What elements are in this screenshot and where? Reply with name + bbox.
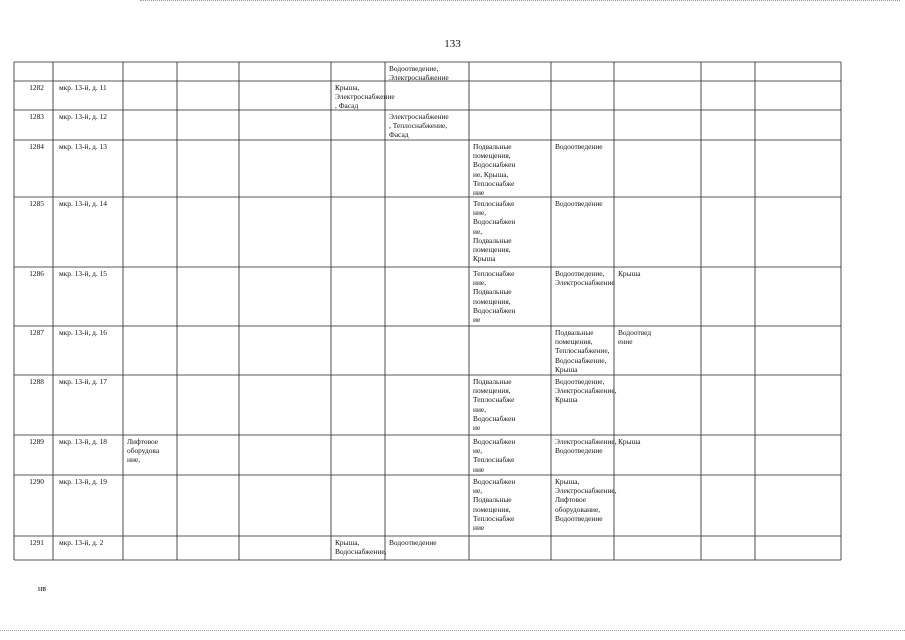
work-cell: Водоснабжен ие, Теплоснабже ние xyxy=(473,437,516,474)
address-cell: мкр. 13-й, д. 18 xyxy=(59,437,108,446)
address-cell: мкр. 13-й, д. 2 xyxy=(59,538,104,547)
work-cell: Водоснабжен ие, Подвальные помещения, Теплоснабже ние xyxy=(473,477,516,533)
work-cell: Водоотведение, Электроснабжение xyxy=(555,269,615,288)
work-cell: Подвальные помещения, Теплоснабжение, Водоснабжение, Крыша xyxy=(555,328,610,374)
work-cell: Подвальные помещения, Водоснабжен ие, Крыша, Теплоснабже ние xyxy=(473,142,516,198)
address-cell: мкр. 13-й, д. 12 xyxy=(59,112,108,121)
work-cell: Водоотведение, Электроснабжение xyxy=(389,64,449,83)
address-cell: мкр. 13-й, д. 13 xyxy=(59,142,108,151)
work-cell: Крыша, Электроснабжение , Фасад xyxy=(335,83,395,111)
work-cell: Крыша xyxy=(618,269,641,278)
row-number: 1291 xyxy=(29,538,44,547)
row-number: 1286 xyxy=(29,269,44,278)
work-cell: Теплоснабже ние, Подвальные помещения, Водоснабжен ие xyxy=(473,269,516,325)
work-cell: Теплоснабже ние, Водоснабжен ие, Подвальные помещения, Крыша xyxy=(473,199,516,264)
work-cell: Водоотвед ение xyxy=(618,328,652,347)
row-number: 1287 xyxy=(29,328,44,337)
address-cell: мкр. 13-й, д. 11 xyxy=(59,83,107,92)
row-number: 1283 xyxy=(29,112,44,121)
footer-mark: нв xyxy=(38,584,47,593)
address-cell: мкр. 13-й, д. 15 xyxy=(59,269,108,278)
work-cell: Электроснабжение, Водоотведение xyxy=(555,437,617,456)
page-number: 133 xyxy=(444,38,461,50)
address-cell: мкр. 13-й, д. 16 xyxy=(59,328,108,337)
row-number: 1282 xyxy=(29,83,44,92)
work-cell: Водоотведение, Электроснабжение, Крыша xyxy=(555,377,617,405)
address-cell: мкр. 13-й, д. 17 xyxy=(59,377,108,386)
work-cell: Водоотведение xyxy=(555,142,603,151)
row-number: 1288 xyxy=(29,377,44,386)
work-cell: Водоотведение xyxy=(555,199,603,208)
work-cell: Крыша, Водоснабжение, xyxy=(335,538,387,557)
address-cell: мкр. 13-й, д. 14 xyxy=(59,199,108,208)
work-cell: Крыша, Электроснабжение, Лифтовое оборудование, Водоотведение xyxy=(555,477,617,523)
work-cell: Лифтовое оборудова ние, xyxy=(127,437,160,465)
work-cell: Водоотведение xyxy=(389,538,437,547)
scan-noise-bottom xyxy=(0,630,905,633)
work-cell: Подвальные помещения, Теплоснабже ние, Водоснабжен ие xyxy=(473,377,516,433)
row-number: 1285 xyxy=(29,199,44,208)
row-number: 1284 xyxy=(29,142,44,151)
work-cell: Крыша xyxy=(618,437,641,446)
row-number: 1289 xyxy=(29,437,44,446)
address-cell: мкр. 13-й, д. 19 xyxy=(59,477,108,486)
row-number: 1290 xyxy=(29,477,44,486)
work-cell: Электроснабжение , Теплоснабжение, Фасад xyxy=(389,112,449,140)
